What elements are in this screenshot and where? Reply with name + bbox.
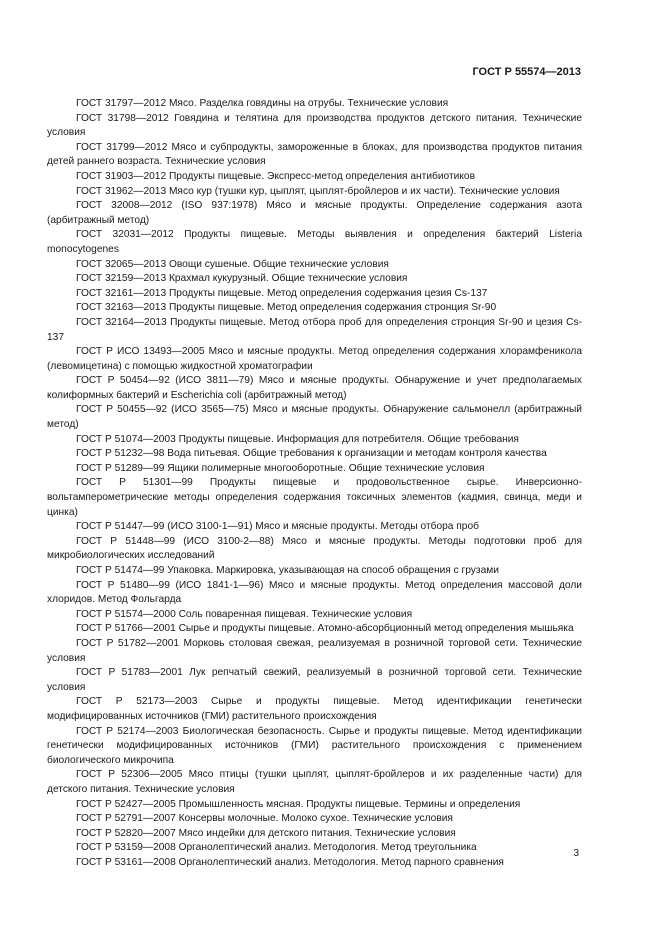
reference-entry: ГОСТ 32161—2013 Продукты пищевые. Метод определения содержания цезия Cs-137 — [76, 287, 488, 299]
reference-entry: ГОСТ 31798—2012 Говядина и телятина для производства продуктов детского питания. Технические условия — [47, 112, 582, 139]
reference-entry: ГОСТ Р 51574—2000 Соль поваренная пищевая. Технические условия — [76, 608, 413, 620]
reference-entry: ГОСТ Р 51783—2001 Лук репчатый свежий, реализуемый в розничной торговой сети. Технические условия — [47, 667, 582, 693]
reference-entry: ГОСТ 31903—2012 Продукты пищевые. Экспресс-метод определения антибиотиков — [76, 170, 475, 182]
reference-entry: ГОСТ Р 51782—2001 Морковь столовая свежая, реализуемая в розничной торговой сети. Технические условия — [47, 637, 582, 664]
reference-entry: ГОСТ Р 51766—2001 Сырье и продукты пищевые. Атомно-абсорбционный метод определения мышьяка — [76, 623, 574, 635]
reference-entry: ГОСТ Р 51448—99 (ИСО 3100-2—88) Мясо и мясные продукты. Методы подготовки проб для микробиологических исследований — [47, 535, 582, 562]
reference-entry: ГОСТ Р 51301—99 Продукты пищевые и продовольственное сырье. Инверсионно-вольтамперометрические методы определения содержания токсичных элементов (кадмия, свинца, меди и цинка) — [47, 477, 582, 518]
reference-entry: ГОСТ 31797—2012 Мясо. Разделка говядины на отрубы. Технические условия — [76, 98, 449, 109]
reference-entry: ГОСТ 32159—2013 Крахмал кукурузный. Общие технические условия — [76, 273, 408, 285]
reference-entry: ГОСТ Р 52173—2003 Сырье и продукты пищевые. Метод идентификации генетически модифицированных источников (ГМИ) растительного происхождения — [47, 696, 582, 722]
reference-entry: ГОСТ Р 51447—99 (ИСО 3100-1—91) Мясо и мясные продукты. Методы отбора проб — [76, 521, 479, 533]
page-number: 3 — [573, 848, 579, 859]
reference-entry: ГОСТ Р 51474—99 Упаковка. Маркировка, указывающая на способ обращения с грузами — [76, 565, 499, 576]
reference-entry: ГОСТ Р 51074—2003 Продукты пищевые. Информация для потребителя. Общие требования — [76, 433, 519, 445]
reference-entry: ГОСТ Р 52820—2007 Мясо индейки для детского питания. Технические условия — [76, 827, 456, 839]
reference-entry: ГОСТ 32163—2013 Продукты пищевые. Метод определения содержания стронция Sr-90 — [76, 302, 497, 314]
document-header: ГОСТ Р 55574—2013 — [472, 66, 581, 78]
reference-entry: ГОСТ 31962—2013 Мясо кур (тушки кур, цыплят, цыплят-бройлеров и их части). Технические условия — [76, 185, 560, 197]
reference-entry: ГОСТ Р 52427—2005 Промышленность мясная. Продукты пищевые. Термины и определения — [76, 798, 521, 810]
reference-entry: ГОСТ Р 53159—2008 Органолептический анализ. Методология. Метод треугольника — [76, 842, 477, 854]
reference-entry: ГОСТ 32031—2012 Продукты пищевые. Методы выявления и определения бактерий Listeria monocytogenes — [47, 229, 582, 255]
reference-entry: ГОСТ Р ИСО 13493—2005 Мясо и мясные продукты. Метод определения содержания хлорамфеникола (левомицетина) с помощью жидкостной хроматографии — [47, 346, 582, 372]
reference-entry: ГОСТ Р 52174—2003 Биологическая безопасность. Сырье и продукты пищевые. Метод идентификации генетически модифицированных источников (ГМИ) растительного происхождения с применением биологического микрочипа — [47, 725, 582, 766]
reference-entry: ГОСТ Р 51289—99 Ящики полимерные многооборотные. Общие технические условия — [76, 462, 485, 474]
reference-entry: ГОСТ Р 51480—99 (ИСО 1841-1—96) Мясо и мясные продукты. Метод определения массовой доли хлоридов. Метод Фольгарда — [47, 579, 582, 606]
reference-entry: ГОСТ Р 53161—2008 Органолептический анализ. Методология. Метод парного сравнения — [76, 856, 504, 868]
reference-entry: ГОСТ Р 51232—98 Вода питьевая. Общие требования к организации и методам контроля качества — [76, 448, 547, 460]
reference-entry: ГОСТ 31799—2012 Мясо и субпродукты, замороженные в блоках, для производства продуктов питания детей раннего возраста. Технические условия — [47, 141, 582, 168]
reference-entry: ГОСТ 32065—2013 Овощи сушеные. Общие технические условия — [76, 258, 389, 270]
reference-entry: ГОСТ Р 50455—92 (ИСО 3565—75) Мясо и мясные продукты. Обнаружение сальмонелл (арбитражный метод) — [47, 404, 582, 431]
reference-entry: ГОСТ Р 52791—2007 Консервы молочные. Молоко сухое. Технические условия — [76, 813, 453, 825]
standards-reference-list — [47, 97, 582, 870]
reference-entry: ГОСТ Р 50454—92 (ИСО 3811—79) Мясо и мясные продукты. Обнаружение и учет предполагаемых колиформных бактерий и Escherichia coli (арбитражный метод) — [47, 375, 582, 401]
reference-entry: ГОСТ 32008—2012 (ISO 937:1978) Мясо и мясные продукты. Определение содержания азота (арбитражный метод) — [47, 200, 582, 226]
reference-entry: ГОСТ 32164—2013 Продукты пищевые. Метод отбора проб для определения стронция Sr-90 и цезия Cs-137 — [47, 316, 582, 343]
reference-entry: ГОСТ Р 52306—2005 Мясо птицы (тушки цыплят, цыплят-бройлеров и их разделенные части) для детского питания. Технические условия — [47, 769, 582, 795]
